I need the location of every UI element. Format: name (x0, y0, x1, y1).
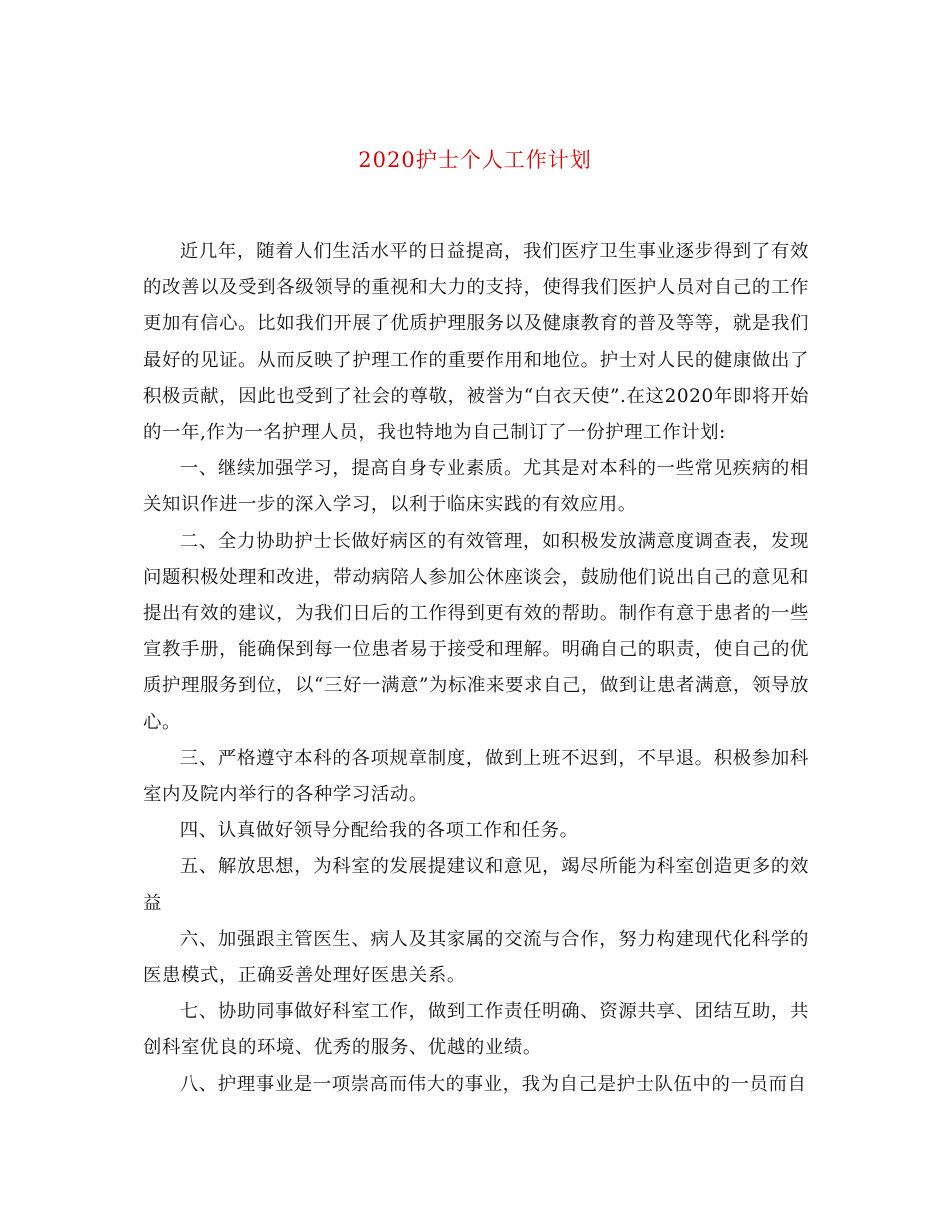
paragraph-item-1: 一、继续加强学习，提高自身专业素质。尤其是对本科的一些常见疾病的相关知识作进一步的深入学习，以利于临床实践的有效应用。 (143, 458, 809, 516)
paragraph-item-6: 六、加强跟主管医生、病人及其家属的交流与合作，努力构建现代化科学的医患模式，正确妥善处理好医患关系。 (143, 928, 809, 987)
paragraph-item-7: 七、协助同事做好科室工作，做到工作责任明确、资源共享、团结互助，共创科室优良的环境、优秀的服务、优越的业绩。 (143, 1001, 809, 1059)
paragraph-item-8: 八、护理事业是一项崇高而伟大的事业，我为自己是护士队伍中的一员而自 (179, 1073, 807, 1095)
paragraph-item-2: 二、全力协助护士长做好病区的有效管理，如积极发放满意度调查表，发现问题积极处理和改进，带动病陪人参加公休座谈会，鼓励他们说出自己的意见和提出有效的建议，为我们日后的工作得到更有效的帮助。制作有意于患者的一些宣教手册，能确保到每一位患者易于接受和理解。明确自己的职责，使自己的优质护理服务到位，以“三好一满意”为标准来要求自己，做到让患者满意，领导放心。 (143, 530, 809, 733)
paragraph-intro: 近几年，随着人们生活水平的日益提高，我们医疗卫生事业逐步得到了有效的改善以及受到各级领导的重视和大力的支持，使得我们医护人员对自己的工作更加有信心。比如我们开展了优质护理服务以及健康教育的普及等等，就是我们最好的见证。从而反映了护理工作的重要作用和地位。护士对人民的健康做出了积极贡献，因此也受到了社会的尊敬，被誉为“白衣天使”.在这2020年即将开始的一年,作为一名护理人员，我也特地为自己制订了一份护理工作计划: (143, 241, 809, 444)
document-title: 2020护士个人工作计划 (358, 148, 592, 172)
document-body (143, 234, 809, 1103)
paragraph-item-5: 五、解放思想，为科室的发展提建议和意见，竭尽所能为科室创造更多的效益 (143, 856, 809, 914)
paragraph-item-4: 四、认真做好领导分配给我的各项工作和任务。 (179, 820, 579, 842)
paragraph-item-3: 三、严格遵守本科的各项规章制度，做到上班不迟到，不早退。积极参加科室内及院内举行的各种学习活动。 (143, 747, 809, 806)
